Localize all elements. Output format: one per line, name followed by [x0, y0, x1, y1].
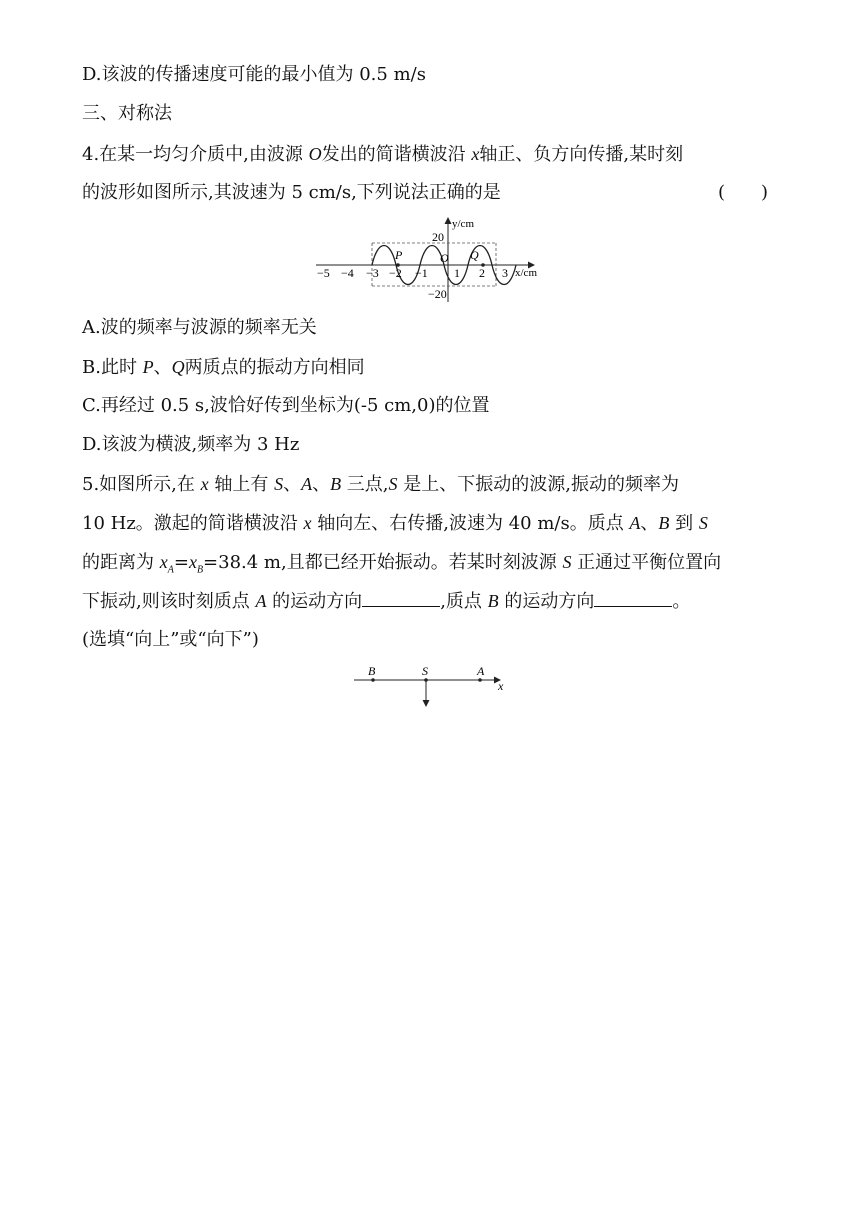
q5-text: 的运动方向: [498, 591, 595, 612]
q4-stem-line2: 的波形如图所示,其波速为 5 cm/s,下列说法正确的是: [82, 182, 501, 203]
point-a: [478, 678, 482, 682]
q5-sub: B: [196, 564, 204, 576]
x-tick: −3: [366, 266, 379, 280]
q5-line2: [82, 510, 708, 537]
q4-text: B.此时: [82, 357, 143, 378]
x-tick: −5: [317, 266, 330, 280]
q5-text: 、: [640, 513, 659, 534]
q5-text: 轴向左、右传播,波速为 40 m/s。质点: [311, 513, 630, 534]
wave-figure: [312, 214, 552, 306]
q4-text: 发出的简谐横波沿: [321, 144, 472, 165]
q5-var: x: [200, 474, 209, 494]
q5-text: 、: [312, 474, 331, 495]
q5-text: 是上、下振动的波源,振动的频率为: [397, 474, 679, 495]
q5-text: 的距离为: [82, 552, 160, 573]
q4-text: 、: [153, 357, 172, 378]
axis-figure: [350, 660, 520, 710]
q4-var-p: P: [142, 357, 154, 377]
q5-text: 下振动,则该时刻质点: [82, 591, 256, 612]
label-x: x: [498, 679, 504, 693]
q5-line1: [82, 471, 679, 498]
q5-text: 的运动方向: [266, 591, 363, 612]
q5-var: S: [388, 474, 398, 494]
q5-var: x: [159, 552, 168, 572]
q4-stem-line1: [82, 141, 683, 168]
q4-option-b: [82, 354, 365, 381]
q5-var: B: [658, 513, 670, 533]
point-q-label: Q: [470, 248, 479, 262]
q4-option-d: D.该波为横波,频率为 3 Hz: [82, 434, 300, 455]
x-axis-label: x/cm: [515, 267, 537, 279]
y-tick-20: 20: [432, 230, 444, 244]
x-tick: 2: [479, 266, 485, 280]
point-b: [371, 678, 375, 682]
q4-text: 4.在某一均匀介质中,由波源: [82, 144, 309, 165]
y-tick-neg20: −20: [428, 287, 447, 301]
x-tick: −4: [341, 266, 354, 280]
q5-line3: [82, 549, 721, 584]
y-axis-label: y/cm: [452, 218, 474, 230]
q5-text: 到: [669, 513, 699, 534]
q5-text: 10 Hz。激起的简谐横波沿: [82, 513, 304, 534]
q4-text: 轴正、负方向传播,某时刻: [479, 144, 684, 165]
q5-text: ,质点: [440, 591, 488, 612]
answer-blank-a[interactable]: [362, 588, 440, 607]
label-s: S: [422, 664, 428, 678]
q5-line4: [82, 588, 690, 615]
q4-option-a: A.波的频率与波源的频率无关: [82, 317, 317, 338]
section-heading: 三、对称法: [82, 103, 172, 124]
q4-var-q: Q: [171, 357, 185, 377]
q5-var: A: [629, 513, 641, 533]
q5-text: 、: [283, 474, 302, 495]
label-a: A: [477, 664, 485, 678]
q4-var-o: O: [308, 144, 322, 164]
q5-text: =: [173, 552, 189, 573]
x-tick: 1: [454, 266, 460, 280]
q5-var: x: [303, 513, 312, 533]
q5-var: B: [487, 591, 499, 611]
q4-var-x: x: [471, 144, 480, 164]
q5-var: A: [301, 474, 313, 494]
q5-var: A: [255, 591, 267, 611]
x-tick: −1: [415, 266, 428, 280]
q4-option-c: C.再经过 0.5 s,波恰好传到坐标为(-5 cm,0)的位置: [82, 395, 490, 416]
q5-var: S: [274, 474, 284, 494]
answer-bracket: ( ): [718, 182, 769, 203]
answer-blank-b[interactable]: [594, 588, 672, 607]
q5-var: S: [698, 513, 708, 533]
q5-text: 5.如图所示,在: [82, 474, 201, 495]
q5-text: 正通过平衡位置向: [571, 552, 722, 573]
point-p-label: P: [395, 248, 403, 262]
x-tick: 3: [502, 266, 508, 280]
q5-text: 。: [672, 591, 691, 612]
x-tick: −2: [389, 266, 402, 280]
q5-text: 三点,: [341, 474, 389, 495]
q5-var: B: [330, 474, 342, 494]
q5-sub: A: [167, 564, 174, 576]
q5-line5: (选填“向上”或“向下”): [82, 629, 259, 650]
label-b: B: [368, 664, 376, 678]
origin-label: O: [440, 251, 449, 265]
q3-option-d: D.该波的传播速度可能的最小值为 0.5 m/s: [82, 64, 426, 85]
q5-var: S: [562, 552, 572, 572]
q4-text: 两质点的振动方向相同: [184, 357, 365, 378]
q5-var: x: [188, 552, 197, 572]
q5-text: =38.4 m,且都已经开始振动。若某时刻波源: [203, 552, 563, 573]
q5-text: 轴上有: [208, 474, 275, 495]
